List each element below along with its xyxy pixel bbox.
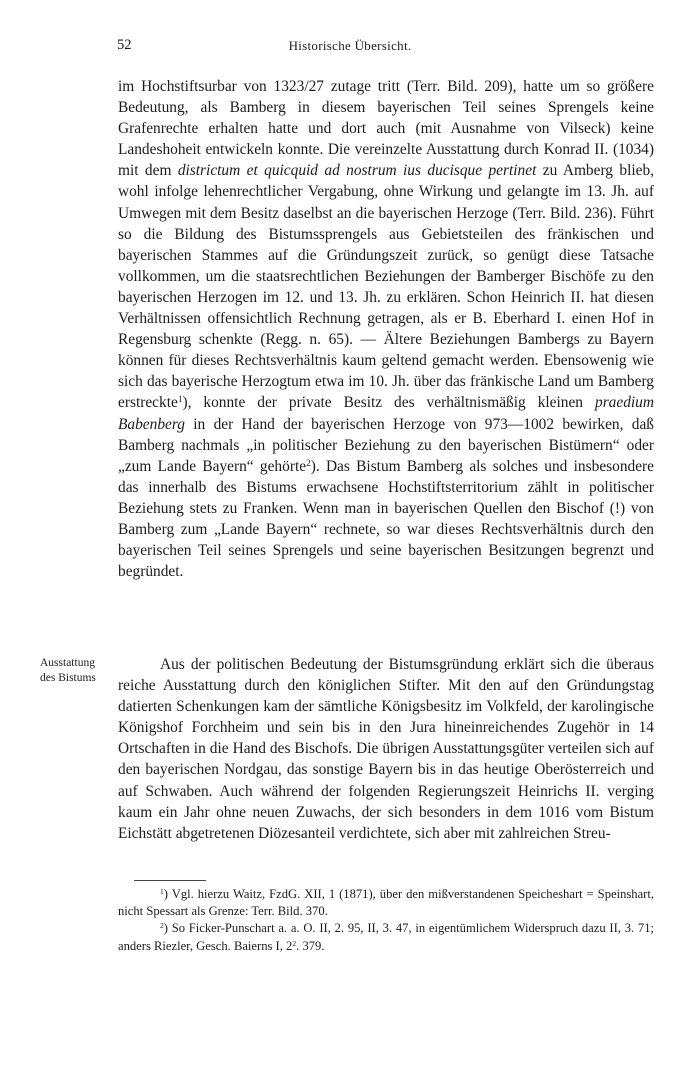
latin-term: praedium Babenberg	[118, 394, 654, 433]
edition-superscript: 2	[292, 938, 297, 948]
page-number: 52	[117, 37, 132, 53]
footnote-1	[118, 886, 654, 920]
running-title: Historische Übersicht.	[288, 38, 412, 53]
footnote-2	[118, 920, 654, 954]
footnote-text: ) So Ficker-Punschart a. a. O. II, 2. 95, II, 3. 47, in eigentümlichem Widerspruch dazu II, 3. 71; anders Riezler, Gesch. Baierns I, 2	[118, 921, 654, 953]
footnote-reference: 1	[177, 394, 183, 405]
footnote-marker: 1	[160, 886, 164, 896]
body-paragraph-1	[118, 76, 654, 582]
text-run: ). Das Bistum Bamberg als solches und insbesondere das innerhalb des Bistums erwachsene Hochstiftsterritorium zählt in politischer Beziehung stets zu Franken. Wenn man in bayerischen Quellen den Bischof (!) von Bamberg zum „Lande Bayern“ rechnete, so war dieses Rechtsverhältnis durch den bayerischen Teil seines Sprengels und seine bayerischen Besitzungen begrenzt und begründet.	[118, 457, 655, 581]
margin-note	[40, 656, 116, 685]
text-run: im Hochstiftsurbar von 1323/27 zutage tritt (Terr. Bild. 209), hatte um so größere Bedeutung, als Bamberg in diesem bayerischen Teil seines Sprengels keine Grafenrechte erhalten hatte und dort auch (mit Ausnahme von Vilseck) keine Landeshoheit entwickeln konnte. Die vereinzelte Ausstattung durch Konrad II. (1034) mit dem	[118, 78, 654, 180]
text-run: in der Hand der bayerischen Herzoge von 973—1002 bewirken, daß Bamberg nachmals „in politischer Beziehung zu den bayerischen Bistümern“ oder „zum Lande Bayern“ gehörte	[118, 415, 654, 475]
footnote-reference: 2	[306, 457, 311, 468]
footnote-marker: 2	[160, 921, 164, 931]
paragraph-text: Aus der politischen Bedeutung der Bistumsgründung erklärt sich die überaus reiche Ausstattung durch den königlichen Stifter. Mit den auf den Gründungstag datierten Schenkungen kam der sämtliche Königsbesitz im Volkfeld, der karolingische Königshof Forchheim und sein bis in den Jura hineinreichendes Zugehör in 14 Ortschaften in die Hand des Bischofs. Die übrigen Ausstattungsgüter verteilen sich auf den bayerischen Nordgau, das sonstige Bayern bis in das heutige Oberösterreich und auf Schwaben. Auch während der folgenden Regierungszeit Heinrichs II. verging kaum ein Jahr ohne neuen Zuwachs, der sich besonders in dem 1016 vom Bistum Eichstätt abgetretenen Diözesanteil verdichtete, sich aber mit zahlreichen Streu-	[118, 656, 654, 842]
paragraph-text	[118, 76, 654, 582]
margin-note-line: des Bistums	[40, 671, 96, 684]
footnotes	[118, 886, 654, 955]
text-run: zu Amberg blieb, wohl infolge lehenrechtlicher Vergabung, ohne Wirkung und gelangte im 13. Jh. auf Umwegen mit dem Besitz daselbst an die bayerischen Herzoge (Terr. Bild. 236). Führt so die Bildung des Bistumssprengels aus Gebietsteilen des fränkischen und bayerischen Stammes auf die Gründungszeit zurück, so genügt diese Tatsache vollkommen, um die staatsrechtlichen Beziehungen der Bamberger Bischöfe zu den bayerischen Herzogen im 12. und 13. Jh. zu erklären. Schon Heinrich II. hat diesen Verhältnissen offensichtlich Rechnung getragen, als er B. Eberhard I. einen Hof in Regensburg schenkte (Regg. n. 65). — Ältere Beziehungen Bambergs zu Bayern können für dieses Rechtsverhältnis kaum geltend gemacht werden. Ebensowenig wie sich das bayerische Herzogtum etwa im 10. Jh. über das fränkische Land um Bamberg erstreckte	[118, 162, 654, 412]
footnote-text: ) Vgl. hierzu Waitz, FzdG. XII, 1 (1871), über den mißverstandenen Speicheshart = Speinshart, nicht Spessart als Grenze: Terr. Bild. 370.	[118, 887, 654, 919]
footnote-divider	[134, 880, 206, 881]
body-paragraph-2	[118, 654, 654, 844]
text-run: ), konnte der private Besitz des verhältnismäßig kleinen	[182, 394, 595, 412]
margin-note-line: Ausstattung	[40, 657, 95, 669]
latin-quotation: districtum et quicquid ad nostrum ius ducisque pertinet	[177, 162, 537, 180]
footnote-text: . 379.	[296, 938, 325, 953]
